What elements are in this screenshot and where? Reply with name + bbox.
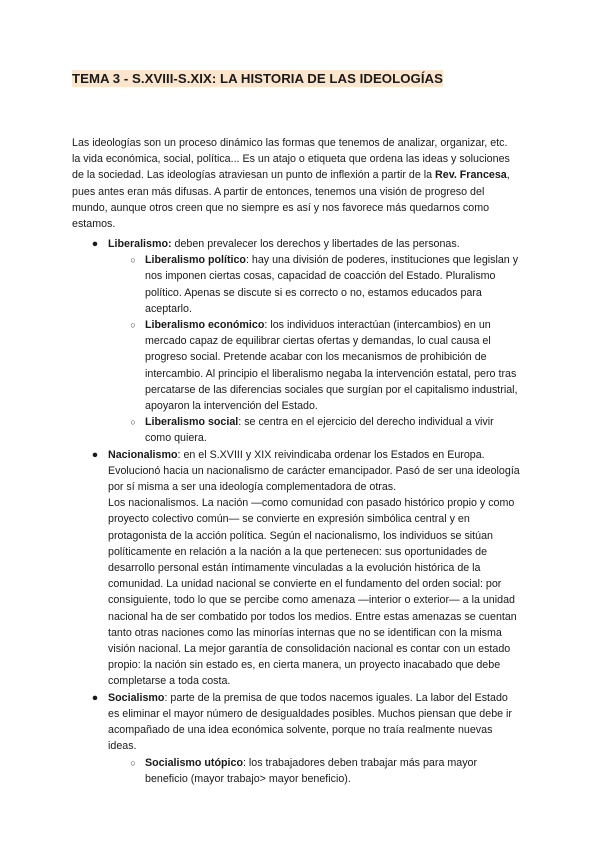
subitem-text: : los trabajadores deben trabajar más para mayor beneficio (mayor trabajo> mayor beneficio). [145,756,478,785]
bullet-icon: ● [91,448,99,461]
intro-text-2: , pues antes eran más difusas. A partir de entonces, tenemos una visión de progreso del mundo, aunque otros creen que no siempre es así y nos favorece más quedarnos como estamos. [72,169,510,231]
subitem-term: Liberalismo social [145,416,239,429]
list-item-socialismo [90,690,522,787]
bullet-icon: ● [91,238,99,250]
subitem-text: : los individuos interactúan (intercambios) en un mercado capaz de equilibrar ciertas ofertas y demandas, lo cual causa el progreso social. Pretende acabar con los mecanismos de prohibición de intercambio. Al principio el liberalismo negaba la intervención estatal, pero tras percatarse de las diferencias sociales que surgían por el capitalismo industrial, apoyaron la intervención del Estado. [145,319,518,413]
subitem-term: Liberalismo político [145,254,246,267]
subitem-text: : se centra en el ejercicio del derecho individual a vivir como quiera. [145,416,494,445]
item-text: : parte de la premisa de que todos nacemos iguales. La labor del Estado es eliminar el mayor número de desigualdades posibles. Muchos piensan que debe ir acompañado de una idea económica solvente, porque no traía realmente nuevas ideas. [108,691,512,753]
intro-bold: Rev. Francesa [435,169,507,182]
sub-bullet-icon: ○ [130,320,136,331]
sublist-socialismo [108,755,522,787]
item-term: Socialismo [108,691,165,704]
sub-bullet-icon: ○ [130,417,136,428]
list-item-liberalismo [90,236,522,447]
sublist-item [108,317,522,414]
subitem-text: : hay una división de poderes, instituciones que legislan y nos imponen ciertas cosas, capacidad de coacción del Estado. Pluralismo político. Apenas se discute si es correcto o no, estamos educados para aceptarlo. [145,254,519,315]
sub-bullet-icon: ○ [130,757,136,768]
sublist-item [108,414,522,446]
sub-bullet-icon: ○ [130,255,136,266]
sublist-liberalismo [108,252,522,446]
item-text: : en el S.XVIII y XIX reivindicaba ordenar los Estados en Europa. Evolucionó hacia un nacionalismo de carácter emancipador. Pasó de ser una ideología por sí misma a ser una ideología complementadora de otras. [108,448,520,494]
subitem-term: Liberalismo económico [145,319,265,332]
item-text: deben prevalecer los derechos y libertades de las personas. [171,238,460,250]
subitem-term: Socialismo utópico [145,756,243,769]
intro-paragraph [72,135,512,232]
sublist-item [108,252,522,317]
ideology-list [90,236,522,787]
list-item-nacionalismo [90,447,522,690]
bullet-icon: ● [91,691,99,704]
intro-text-1: Las ideologías son un proceso dinámico las formas que tenemos de analizar, organizar, etc. la vida económica, social, política... Es un atajo o etiqueta que ordena las ideas y soluciones de la sociedad. Las ideologías atraviesan un punto de inflexión a partir de la [72,137,510,182]
sublist-item [108,755,522,787]
page-title: TEMA 3 - S.XVIII-S.XIX: LA HISTORIA DE LAS IDEOLOGÍAS [72,71,443,86]
item-term: Nacionalismo [108,448,178,461]
item-extra-text: Los nacionalismos. La nación —como comunidad con pasado histórico propio y como proyecto colectivo común— se convierte en expresión simbólica central y en protagonista de la acción política. Según el nacionalismo, los individuos se sitúan políticamente en relación a la nación a la que pertenecen: sus oportunidades de desarrollo personal están íntimamente vinculadas a la evolución histórica de la comunidad. La unidad nacional se convierte en el fundamento del orden social: por consiguiente, todo lo que se percibe como amenaza —interior o exterior— a la unidad nacional ha de ser combatido por todos los medios. Entre estas amenazas se cuentan tanto otras naciones como las minorías internas que no se identifican con la misma visión nacional. La mejor garantía de consolidación nacional es contar con un estado propio: la nación sin estado es, en cierta manera, un proyecto inacabado que debe completarse a toda costa. [108,497,517,688]
item-term: Liberalismo: [108,238,172,250]
